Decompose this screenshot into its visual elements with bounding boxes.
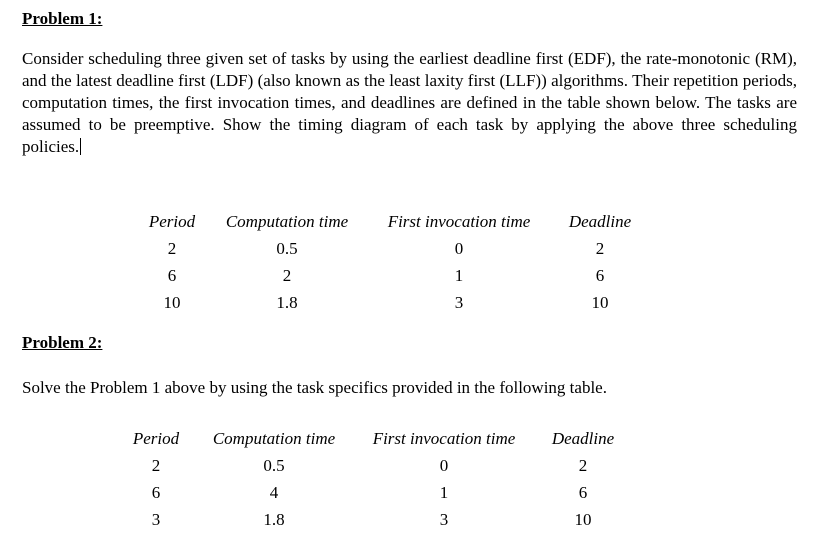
problem1-description-text: Consider scheduling three given set of tasks by using the earliest deadline first (EDF), the rate-monotonic (RM), and the latest deadline first (LDF) (also known as the least laxity first (LLF)) algorithms. Their repetition periods, computation times, the first invocation times, and deadlines are defined in the table shown below. The tasks are assumed to be preemptive. Show the timing diagram of each task by applying the above three scheduling policies. [22, 49, 797, 156]
column-header-deadline: Deadline [551, 429, 615, 448]
problem2-description: Solve the Problem 1 above by using the task specifics provided in the following table. [22, 378, 607, 397]
column-header-first-invocation-time: First invocation time [387, 212, 531, 231]
table-header-row [136, 208, 648, 235]
cell-period: 6 [151, 483, 161, 502]
table-row [126, 479, 640, 506]
cell-first-invocation-time: 0 [439, 456, 449, 475]
cell-period: 6 [167, 266, 177, 285]
column-header-computation-time: Computation time [212, 429, 336, 448]
cell-computation-time: 1.8 [276, 293, 298, 312]
table-row [136, 262, 648, 289]
column-header-computation-time: Computation time [225, 212, 349, 231]
cell-computation-time: 0.5 [276, 239, 298, 258]
table-row [126, 452, 640, 479]
cell-first-invocation-time: 3 [454, 293, 464, 312]
problem1-description [22, 48, 797, 158]
cell-computation-time: 1.8 [263, 510, 285, 529]
cell-period: 2 [151, 456, 161, 475]
cell-deadline: 10 [574, 510, 592, 529]
problem1-heading: Problem 1: [22, 9, 103, 28]
cell-deadline: 2 [595, 239, 605, 258]
cell-deadline: 10 [591, 293, 609, 312]
cell-computation-time: 0.5 [263, 456, 285, 475]
cell-computation-time: 4 [269, 483, 279, 502]
problem1-task-table [136, 208, 648, 316]
cell-period: 10 [163, 293, 181, 312]
cell-period: 3 [151, 510, 161, 529]
text-cursor [80, 138, 81, 155]
problem2-task-table [126, 425, 640, 533]
table-row [136, 289, 648, 316]
cell-period: 2 [167, 239, 177, 258]
cell-deadline: 6 [578, 483, 588, 502]
cell-deadline: 2 [578, 456, 588, 475]
table-header-row [126, 425, 640, 452]
cell-computation-time: 2 [282, 266, 292, 285]
table-row [126, 506, 640, 533]
problem2-heading: Problem 2: [22, 333, 103, 352]
column-header-deadline: Deadline [568, 212, 632, 231]
column-header-period: Period [148, 212, 196, 231]
cell-first-invocation-time: 3 [439, 510, 449, 529]
column-header-first-invocation-time: First invocation time [372, 429, 516, 448]
cell-first-invocation-time: 1 [439, 483, 449, 502]
column-header-period: Period [132, 429, 180, 448]
cell-first-invocation-time: 1 [454, 266, 464, 285]
cell-first-invocation-time: 0 [454, 239, 464, 258]
cell-deadline: 6 [595, 266, 605, 285]
table-row [136, 235, 648, 262]
